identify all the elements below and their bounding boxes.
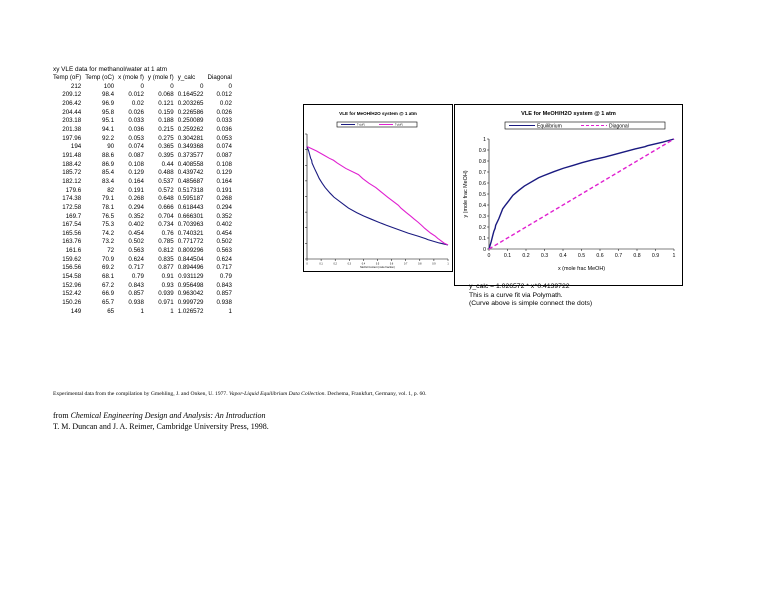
table-cell: 0.624 (128, 255, 144, 263)
table-header-cell: Temp (oF) (53, 74, 82, 81)
table-cell: 0.704 (158, 212, 174, 220)
table-cell: 0.44 (161, 160, 174, 168)
y-tick-label: 0.9 (478, 147, 486, 154)
table-cell: 70.9 (102, 255, 115, 263)
table-cell: 172.58 (62, 203, 82, 211)
table-cell: 0.740321 (177, 229, 204, 237)
table-cell: 0.268 (128, 195, 144, 203)
table-cell: 0.79 (131, 273, 144, 281)
table-cell: 0.188 (158, 117, 174, 125)
table-cell: 179.6 (65, 186, 82, 194)
table-row (51, 178, 234, 187)
table-cell: 152.42 (62, 290, 82, 298)
table-cell: 0.129 (128, 169, 144, 177)
table-cell: 100 (103, 82, 115, 90)
table-cell: 0.053 (216, 134, 232, 142)
table-cell: 0.809296 (177, 247, 204, 255)
x-tick-label: 0.3 (540, 253, 549, 260)
x-tick-label: 0 (306, 262, 308, 266)
book-prefix: from (53, 411, 71, 420)
table-cell: 197.96 (62, 134, 82, 142)
table-cell: 159.62 (62, 255, 82, 263)
table-cell: 98.4 (102, 91, 115, 99)
table-cell: 0.618443 (177, 203, 204, 211)
table-header-cell: Diagonal (207, 74, 232, 81)
x-tick-label: 0.2 (333, 262, 337, 266)
table-row (51, 187, 234, 196)
table-cell: 188.42 (62, 160, 82, 168)
table-cell: 1 (228, 307, 232, 315)
table-cell: 194 (70, 143, 82, 151)
table-cell: 154.58 (62, 273, 82, 281)
table-cell: 0.734 (158, 221, 174, 229)
table-cell: 0.843 (216, 281, 232, 289)
x-tick-label: 0.1 (319, 262, 323, 266)
table-header-cell: y (mole f) (147, 74, 174, 81)
table-cell: 88.6 (102, 151, 115, 159)
y-tick-label (304, 258, 305, 261)
table-cell: 182.12 (62, 177, 82, 185)
table-row (51, 256, 234, 265)
x-tick-label: 1 (447, 262, 449, 266)
table-body (51, 83, 234, 317)
table-cell: 0.76 (161, 229, 174, 237)
table-cell: 0.294 (128, 203, 144, 211)
table-cell: 0.074 (128, 143, 144, 151)
table-row (51, 91, 234, 100)
table-cell: 0.036 (216, 125, 232, 133)
table-cell: 0.012 (128, 91, 144, 99)
table-cell: 167.54 (62, 221, 82, 229)
table-cell: 0.164522 (177, 91, 204, 99)
table-cell: 150.26 (62, 299, 82, 307)
table-header-cell: Temp (oC) (85, 74, 115, 81)
table-cell: 0.563 (216, 247, 232, 255)
table-cell: 0.294 (216, 203, 232, 211)
table-row (51, 161, 234, 170)
table-cell: 0.012 (216, 91, 232, 99)
table-cell: 0.488 (158, 169, 174, 177)
table-cell: 72 (107, 247, 115, 255)
x-tick-label: 0.9 (432, 262, 436, 266)
table-row (51, 100, 234, 109)
table-cell: 0.956498 (177, 281, 204, 289)
table-cell: 96.9 (102, 99, 115, 107)
table-cell: 0.108 (216, 160, 232, 168)
table-row (51, 135, 234, 144)
x-tick-label: 0.5 (375, 262, 380, 266)
table-cell: 0.835 (158, 255, 174, 263)
fit-equation: y_calc = 1.026572 * x^0.4139722 (469, 283, 570, 290)
y-tick-label (304, 227, 305, 230)
table-cell: 0.402 (216, 221, 232, 229)
table-row (51, 152, 234, 161)
table-cell: 1 (140, 307, 144, 315)
table-cell: 0.666 (158, 203, 174, 211)
fit-description: This is a curve fit via Polymath. (469, 291, 563, 299)
legend-label: T-y(oF) (395, 123, 403, 127)
y-tick-label (304, 164, 305, 167)
x-tick-label: 0.4 (361, 262, 366, 266)
legend-label: Equilibrium (537, 123, 562, 130)
x-tick-label: 0.6 (596, 253, 604, 260)
table-cell: 206.42 (62, 99, 82, 107)
table-cell: 0.93 (161, 281, 174, 289)
table-row (51, 143, 234, 152)
x-tick-label: 0.4 (559, 253, 567, 260)
table-cell: 94.1 (102, 125, 115, 133)
series-line (307, 147, 448, 245)
x-tick-label: 1 (672, 253, 676, 260)
table-cell: 0.666301 (177, 212, 204, 220)
y-tick-label (304, 242, 305, 245)
table-cell: 0.164 (128, 177, 144, 185)
table-cell: 0.703963 (177, 221, 204, 229)
table-cell: 149 (70, 307, 82, 315)
table-cell: 212 (70, 82, 82, 90)
table-row (51, 195, 234, 204)
table-cell: 209.12 (62, 91, 82, 99)
table-cell: 203.18 (62, 117, 82, 125)
legend-label: T-x(oF) (357, 123, 365, 127)
table-cell: 0.857 (128, 290, 144, 298)
y-tick-label: 0.1 (478, 235, 486, 242)
legend-label: Diagonal (609, 123, 629, 130)
x-tick-label: 0.1 (503, 253, 512, 260)
table-cell: 0.857 (216, 290, 232, 298)
table-cell: 0.91 (161, 273, 174, 281)
table-cell: 68.1 (102, 273, 115, 281)
table-header-cell: x (mole f) (118, 74, 144, 81)
table-cell: 0.785 (158, 238, 174, 246)
table-row (51, 169, 234, 178)
citation-italic: Vapor-Liquid Equilibrium Data Collection. (229, 391, 326, 397)
txy-chart (304, 105, 452, 271)
table-cell: 0.771772 (177, 238, 204, 246)
x-tick-label: 0.8 (418, 262, 422, 266)
table-cell: 0.938 (128, 299, 144, 307)
table-cell: 76.5 (102, 212, 115, 220)
x-tick-label: 0.5 (577, 253, 586, 260)
table-cell: 0.108 (128, 160, 144, 168)
table-cell: 156.56 (62, 264, 82, 272)
table-cell: 65.7 (102, 299, 115, 307)
table-cell: 1.026572 (177, 307, 204, 315)
table-cell: 201.38 (62, 125, 82, 133)
book-authors: T. M. Duncan and J. A. Reimer, Cambridge University Press, 1998. (53, 421, 269, 431)
table-cell: 0.563 (128, 247, 144, 255)
table-cell: 0.268 (216, 195, 232, 203)
table-cell: 0.349368 (177, 143, 204, 151)
table-cell: 0.026 (128, 108, 144, 116)
citation-text-1: Experimental data from the compilation by Gmehling, J. and Onken, U. 1977. (53, 391, 230, 397)
table-row (51, 299, 234, 308)
x-tick-label: 0.8 (633, 253, 641, 260)
table-cell: 0 (200, 82, 204, 90)
table-cell: 86.9 (102, 160, 115, 168)
table-cell: 0.502 (216, 238, 232, 246)
table-cell: 82 (107, 186, 115, 194)
table-cell: 73.2 (102, 238, 115, 246)
table-cell: 0.191 (216, 186, 232, 194)
book-title: Chemical Engineering Design and Analysis: An Introduction (70, 411, 266, 420)
table-cell: 0.931129 (178, 273, 204, 281)
table-cell: 83.4 (102, 177, 115, 185)
table-cell: 165.56 (62, 229, 82, 237)
table-cell: 204.44 (62, 108, 82, 116)
table-row (51, 126, 234, 135)
series-line (489, 139, 674, 249)
xy-chart-title: VLE for MeOH/H2O system @ 1 atm (521, 111, 616, 117)
table-cell: 92.2 (102, 134, 115, 142)
y-tick-label: 1 (483, 136, 486, 143)
table-row (51, 230, 234, 239)
table-cell: 0.164 (216, 177, 232, 185)
table-row (51, 273, 234, 282)
table-cell: 65 (107, 307, 115, 315)
table-cell: 0.068 (158, 91, 174, 99)
table-cell: 0 (140, 82, 144, 90)
citation-text-2: Dechema, Frankfurt, Germany, vol. 1, p. 60. (325, 391, 427, 397)
table-cell: 0.877 (158, 264, 174, 272)
table-cell: 0.121 (158, 99, 174, 107)
table-cell: 0.087 (216, 151, 232, 159)
table-cell: 0.517318 (177, 186, 204, 194)
table-cell: 0.717 (128, 264, 144, 272)
x-tick-label: 0 (487, 253, 491, 260)
table-header-row (51, 74, 234, 83)
book-title-line (53, 411, 269, 422)
y-tick-label: 0.5 (478, 191, 486, 198)
table-cell: 75.3 (102, 221, 115, 229)
table-cell: 0.502 (128, 238, 144, 246)
table-cell: 0.537 (158, 177, 174, 185)
y-tick-label: 0.4 (478, 202, 486, 209)
table-cell: 0.129 (216, 169, 232, 177)
table-row (51, 83, 234, 92)
table-cell: 0.033 (216, 117, 232, 125)
table-cell: 0.971 (158, 299, 174, 307)
table-cell: 191.48 (62, 151, 82, 159)
table-row (51, 290, 234, 299)
table-header-cell: y_calc (177, 74, 196, 81)
table-cell: 0.395 (158, 151, 174, 159)
table-cell: 0.275 (158, 134, 174, 142)
table-cell: 174.38 (62, 195, 82, 203)
table-cell: 0.036 (128, 125, 144, 133)
table-cell: 69.2 (102, 264, 115, 272)
x-tick-label: 0.3 (347, 262, 351, 266)
table-cell: 0.938 (216, 299, 232, 307)
table-cell: 0.454 (128, 229, 144, 237)
table-cell: 0.191 (128, 186, 144, 194)
table-cell: 95.8 (102, 108, 115, 116)
y-tick-label: 0.8 (478, 158, 486, 165)
table-row (51, 282, 234, 291)
x-tick-label: 0.9 (651, 253, 660, 260)
txy-chart-title: VLE for MeOH/H2O system @ 1 atm (339, 111, 417, 116)
table-cell: 0.717 (216, 264, 232, 272)
table-cell: 0.844504 (177, 255, 204, 263)
table-cell: 0.843 (128, 281, 144, 289)
y-tick-label (304, 180, 305, 183)
table-row (51, 221, 234, 230)
table-cell: 0.572 (158, 186, 174, 194)
table-cell: 85.4 (102, 169, 115, 177)
x-tick-label: 0.6 (389, 262, 394, 266)
x-tick-label: 0.2 (522, 253, 530, 260)
table-title: xy VLE data for methanol/water at 1 atm (53, 66, 168, 73)
table-cell: 0.454 (216, 229, 232, 237)
table-cell: 0.485687 (177, 177, 204, 185)
vle-data-table (51, 74, 234, 316)
table-cell: 0.624 (216, 255, 232, 263)
table-cell: 0.159 (158, 108, 174, 116)
table-cell: 169.7 (65, 212, 82, 220)
y-tick-label: 0 (483, 246, 486, 253)
table-cell: 90 (107, 143, 115, 151)
curve-fit-note (469, 283, 592, 309)
table-cell: 67.2 (102, 281, 115, 289)
table-cell: 0.439742 (177, 169, 204, 177)
table-cell: 0.963042 (177, 290, 204, 298)
table-cell: 0.894496 (177, 264, 204, 272)
x-tick-label: 0.7 (614, 253, 623, 260)
table-cell: 0.087 (128, 151, 144, 159)
table-cell: 0.02 (219, 99, 232, 107)
table-cell: 0.812 (158, 247, 174, 255)
table-cell: 0.595187 (177, 195, 204, 203)
table-cell: 0.033 (128, 117, 144, 125)
table-row (51, 264, 234, 273)
x-axis-label: x (mole frac MeOH) (557, 266, 606, 272)
y-tick-label: 0.6 (478, 180, 486, 187)
y-tick-label (304, 148, 305, 151)
table-cell: 74.2 (102, 229, 115, 237)
table-cell: 0 (170, 82, 174, 90)
x-tick-label: 0.7 (404, 262, 408, 266)
table-cell: 0.026 (216, 108, 232, 116)
table-cell: 0.304281 (177, 134, 204, 142)
table-cell: 79.1 (102, 195, 115, 203)
table-cell: 0.074 (216, 143, 232, 151)
table-cell: 0.373577 (177, 151, 204, 159)
table-cell: 0.352 (216, 212, 232, 220)
table-cell: 0.999729 (177, 299, 204, 307)
table-cell: 0.402 (128, 221, 144, 229)
xy-chart-frame (454, 104, 683, 286)
table-cell: 0.250089 (177, 117, 204, 125)
table-cell: 0.053 (128, 134, 144, 142)
data-citation (53, 391, 426, 397)
xy-chart (455, 105, 682, 285)
table-row (51, 204, 234, 213)
table-cell: 0.352 (128, 212, 144, 220)
y-tick-label (304, 195, 305, 198)
table-cell: 0.203265 (177, 99, 204, 107)
txy-chart-frame (303, 104, 453, 272)
table-cell: 78.1 (102, 203, 115, 211)
table-row (51, 213, 234, 222)
fit-remark: (Curve above is simple connect the dots) (469, 300, 593, 308)
table-cell: 0.408558 (177, 160, 204, 168)
table-row (51, 117, 234, 126)
y-tick-label (304, 211, 305, 214)
y-tick-label: 0.2 (478, 224, 486, 231)
x-axis-label: MeOH Content (mole fraction) (360, 266, 395, 269)
y-tick-label: 0.3 (478, 213, 486, 220)
table-cell: 185.72 (62, 169, 82, 177)
table-cell: 163.76 (62, 238, 82, 246)
table-cell: 0.259262 (177, 125, 204, 133)
table-row (51, 238, 234, 247)
y-tick-label (304, 133, 305, 136)
table-cell: 0.02 (131, 99, 144, 107)
table-cell: 0.215 (158, 125, 174, 133)
table-cell: 0.365 (158, 143, 174, 151)
table-cell: 66.9 (102, 290, 115, 298)
table-cell: 95.1 (102, 117, 115, 125)
table-cell: 1 (170, 307, 174, 315)
table-cell: 0.648 (158, 195, 174, 203)
table-cell: 0.226586 (177, 108, 204, 116)
table-row (51, 109, 234, 118)
y-tick-label: 0.7 (478, 169, 486, 176)
book-reference (53, 411, 269, 432)
y-axis-label: y (mole frac MeOH) (463, 170, 469, 218)
table-cell: 0.79 (219, 273, 232, 281)
table-row (51, 247, 234, 256)
table-cell: 161.6 (65, 247, 82, 255)
table-row (51, 308, 234, 317)
table-cell: 152.96 (62, 281, 82, 289)
table-cell: 0 (228, 82, 232, 90)
table-cell: 0.939 (158, 290, 174, 298)
